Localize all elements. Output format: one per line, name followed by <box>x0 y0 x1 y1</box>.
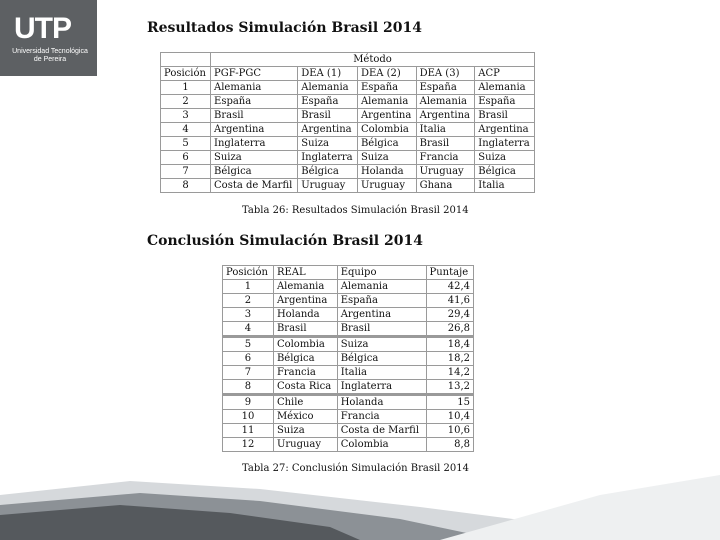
team-cell: Bélgica <box>475 165 535 179</box>
real-team-cell: Francia <box>273 366 337 380</box>
position-cell: 5 <box>223 337 274 352</box>
results-group-header-row <box>161 53 535 67</box>
team-cell: Inglaterra <box>337 380 426 395</box>
team-cell: Argentina <box>211 123 298 137</box>
position-cell: 6 <box>223 352 274 366</box>
score-cell: 14,2 <box>426 366 474 380</box>
real-team-cell: Costa Rica <box>273 380 337 395</box>
score-cell: 18,4 <box>426 337 474 352</box>
team-cell: Inglaterra <box>211 137 298 151</box>
table-row <box>223 308 474 322</box>
position-cell: 7 <box>161 165 211 179</box>
position-cell: 12 <box>223 438 274 452</box>
position-cell: 3 <box>223 308 274 322</box>
table-row <box>161 165 535 179</box>
table-row <box>223 366 474 380</box>
team-cell: Brasil <box>337 322 426 337</box>
table-row <box>223 438 474 452</box>
position-cell: 2 <box>223 294 274 308</box>
position-cell: 10 <box>223 410 274 424</box>
team-cell: Bélgica <box>211 165 298 179</box>
position-cell: 8 <box>161 179 211 193</box>
conclusion-table-body <box>223 280 474 452</box>
team-cell: Ghana <box>416 179 475 193</box>
team-cell: Costa de Marfil <box>211 179 298 193</box>
col-header: Equipo <box>337 266 426 280</box>
logo-subtitle: Universidad Tecnológica de Pereira <box>12 48 88 63</box>
table-row <box>223 395 474 410</box>
real-team-cell: Uruguay <box>273 438 337 452</box>
team-cell: España <box>298 95 358 109</box>
position-cell: 5 <box>161 137 211 151</box>
real-team-cell: Suiza <box>273 424 337 438</box>
table-row <box>161 151 535 165</box>
table-row <box>223 410 474 424</box>
team-cell: Brasil <box>298 109 358 123</box>
position-cell: 9 <box>223 395 274 410</box>
table-row <box>223 352 474 366</box>
table-row <box>161 123 535 137</box>
col-header: REAL <box>273 266 337 280</box>
utp-logo <box>0 0 97 76</box>
position-cell: 1 <box>161 81 211 95</box>
team-cell: Italia <box>475 179 535 193</box>
decorative-footer-waves <box>0 455 720 540</box>
team-cell: Suiza <box>211 151 298 165</box>
table-row <box>223 294 474 308</box>
team-cell: Uruguay <box>357 179 416 193</box>
team-cell: Alemania <box>416 95 475 109</box>
real-team-cell: Colombia <box>273 337 337 352</box>
table-row <box>161 179 535 193</box>
team-cell: España <box>211 95 298 109</box>
table-row <box>223 337 474 352</box>
team-cell: España <box>337 294 426 308</box>
team-cell: Italia <box>337 366 426 380</box>
col-header: PGF-PGC <box>211 67 298 81</box>
team-cell: Suiza <box>337 337 426 352</box>
table-row <box>161 81 535 95</box>
team-cell: Brasil <box>416 137 475 151</box>
col-header: Puntaje <box>426 266 474 280</box>
table-row <box>161 109 535 123</box>
conclusion-table <box>222 265 474 452</box>
results-table <box>160 52 535 193</box>
col-header: ACP <box>475 67 535 81</box>
score-cell: 10,6 <box>426 424 474 438</box>
team-cell: Italia <box>416 123 475 137</box>
team-cell: España <box>357 81 416 95</box>
position-cell: 8 <box>223 380 274 395</box>
real-team-cell: Argentina <box>273 294 337 308</box>
team-cell: Inglaterra <box>298 151 358 165</box>
team-cell: Inglaterra <box>475 137 535 151</box>
table-row <box>161 137 535 151</box>
score-cell: 26,8 <box>426 322 474 337</box>
team-cell: Alemania <box>357 95 416 109</box>
team-cell: Suiza <box>298 137 358 151</box>
results-caption: Tabla 26: Resultados Simulación Brasil 2014 <box>242 205 469 216</box>
position-cell: 11 <box>223 424 274 438</box>
team-cell: Alemania <box>298 81 358 95</box>
position-cell: 6 <box>161 151 211 165</box>
real-team-cell: Alemania <box>273 280 337 294</box>
table-row <box>161 95 535 109</box>
real-team-cell: México <box>273 410 337 424</box>
score-cell: 15 <box>426 395 474 410</box>
team-cell: Alemania <box>475 81 535 95</box>
real-team-cell: Bélgica <box>273 352 337 366</box>
team-cell: Colombia <box>357 123 416 137</box>
team-cell: Argentina <box>337 308 426 322</box>
col-header: DEA (2) <box>357 67 416 81</box>
team-cell: Alemania <box>337 280 426 294</box>
logo-mark: UTP <box>14 12 71 45</box>
score-cell: 10,4 <box>426 410 474 424</box>
score-cell: 42,4 <box>426 280 474 294</box>
score-cell: 18,2 <box>426 352 474 366</box>
results-heading: Resultados Simulación Brasil 2014 <box>147 20 423 36</box>
score-cell: 41,6 <box>426 294 474 308</box>
position-cell: 4 <box>161 123 211 137</box>
score-cell: 29,4 <box>426 308 474 322</box>
table-row <box>223 424 474 438</box>
real-team-cell: Chile <box>273 395 337 410</box>
team-cell: Bélgica <box>298 165 358 179</box>
team-cell: Suiza <box>475 151 535 165</box>
team-cell: Argentina <box>298 123 358 137</box>
team-cell: Alemania <box>211 81 298 95</box>
team-cell: Holanda <box>337 395 426 410</box>
team-cell: Argentina <box>357 109 416 123</box>
real-team-cell: Brasil <box>273 322 337 337</box>
team-cell: Brasil <box>211 109 298 123</box>
team-cell: Uruguay <box>298 179 358 193</box>
position-cell: 1 <box>223 280 274 294</box>
team-cell: Bélgica <box>357 137 416 151</box>
team-cell: Bélgica <box>337 352 426 366</box>
footer-wave-right <box>440 475 720 540</box>
table-row <box>223 380 474 395</box>
col-header: Posición <box>223 266 274 280</box>
position-cell: 7 <box>223 366 274 380</box>
method-group-header: Método <box>211 53 535 67</box>
team-cell: Uruguay <box>416 165 475 179</box>
team-cell: España <box>475 95 535 109</box>
table-row <box>223 322 474 337</box>
team-cell: Brasil <box>475 109 535 123</box>
position-cell: 3 <box>161 109 211 123</box>
team-cell: España <box>416 81 475 95</box>
team-cell: Argentina <box>416 109 475 123</box>
real-team-cell: Holanda <box>273 308 337 322</box>
col-header: Posición <box>161 67 211 81</box>
team-cell: Francia <box>416 151 475 165</box>
col-header: DEA (1) <box>298 67 358 81</box>
conclusion-caption: Tabla 27: Conclusión Simulación Brasil 2014 <box>242 463 470 474</box>
table-row <box>223 280 474 294</box>
team-cell: Francia <box>337 410 426 424</box>
conclusion-heading: Conclusión Simulación Brasil 2014 <box>147 233 423 249</box>
conclusion-header-row <box>223 266 474 280</box>
score-cell: 13,2 <box>426 380 474 395</box>
results-table-body <box>161 81 535 193</box>
results-header-row <box>161 67 535 81</box>
col-header: DEA (3) <box>416 67 475 81</box>
team-cell: Suiza <box>357 151 416 165</box>
position-cell: 2 <box>161 95 211 109</box>
position-cell: 4 <box>223 322 274 337</box>
team-cell: Costa de Marfil <box>337 424 426 438</box>
team-cell: Argentina <box>475 123 535 137</box>
team-cell: Holanda <box>357 165 416 179</box>
empty-header-cell <box>161 53 211 67</box>
team-cell: Colombia <box>337 438 426 452</box>
score-cell: 8,8 <box>426 438 474 452</box>
